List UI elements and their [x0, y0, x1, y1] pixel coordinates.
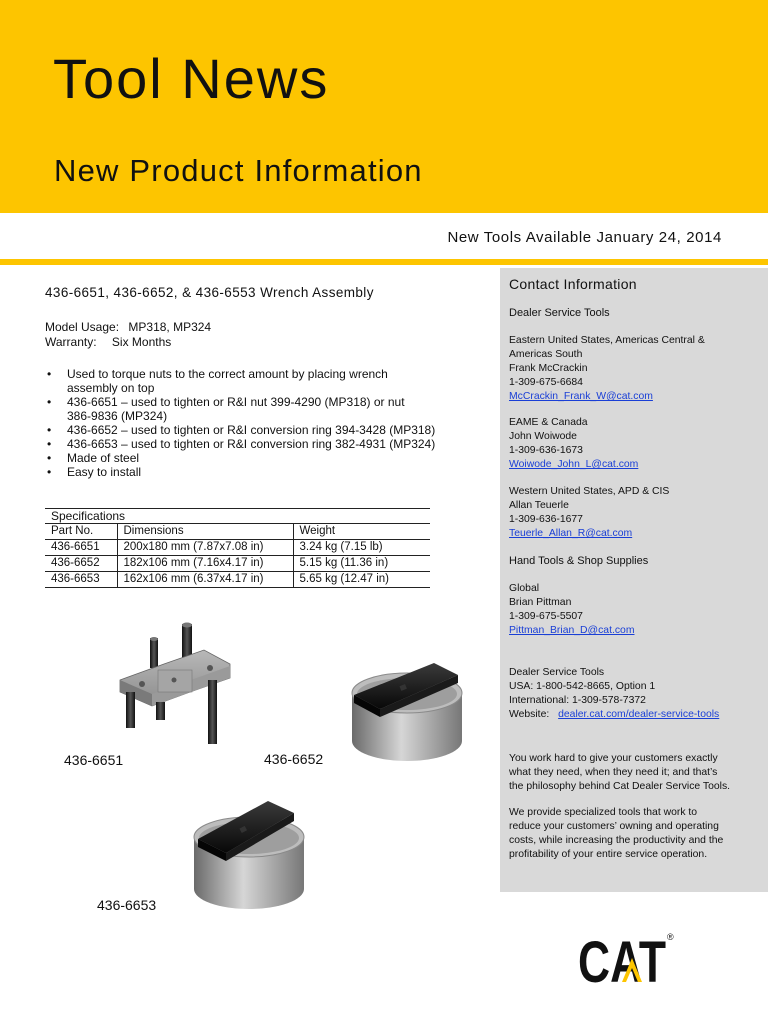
east-region: Eastern United States, Americas Central & Americas South Frank McCrackin 1-309-675-6684 McCrackin_Frank_W@cat.com [509, 335, 705, 402]
philosophy-paragraph: You work hard to give your customers exactly what they need, when they need it; and that’s the philosophy behind Cat Dealer Service Tools. [509, 753, 731, 792]
column-header: Weight [293, 524, 430, 540]
specifications-table [45, 508, 430, 588]
table-cell: 182x106 mm (7.16x4.17 in) [117, 556, 293, 572]
table-row [45, 540, 430, 556]
product-title: 436-6651, 436-6652, & 436-6553 Wrench Assembly [45, 285, 374, 300]
model-usage-label: Model Usage: [45, 320, 120, 334]
table-cell: 3.24 kg (7.15 lb) [293, 540, 430, 556]
eame-contact-phone: 1-309-636-1673 [509, 445, 583, 456]
west-contact-email-link[interactable]: Teuerle_Allan_R@cat.com [509, 528, 633, 539]
west-contact-name: Allan Teuerle [509, 500, 569, 511]
website-label: Website: [509, 709, 550, 720]
model-usage [45, 320, 211, 334]
eame-contact-name: John Woiwode [509, 431, 577, 442]
table-cell: 5.15 kg (11.36 in) [293, 556, 430, 572]
wrench-assembly-436-6653-image [188, 795, 310, 913]
eame-contact-email-link[interactable]: Woiwode_John_L@cat.com [509, 459, 639, 470]
global-contact-email-link[interactable]: Pittman_Brian_D@cat.com [509, 625, 635, 636]
contact-sidebar [500, 268, 768, 892]
feature-list [45, 367, 465, 479]
west-region: Western United States, APD & CIS Allan Teuerle 1-309-636-1677 Teuerle_Allan_R@cat.com [509, 486, 670, 539]
column-header: Part No. [45, 524, 117, 540]
header-banner [0, 0, 768, 213]
list-item: • 436-6651 – used to tighten or R&I nut 399-4290 (MP318) or nut 386-9836 (MP324) [45, 395, 465, 423]
website-link[interactable]: dealer.cat.com/dealer-service-tools [558, 709, 720, 720]
west-contact-phone: 1-309-636-1677 [509, 514, 583, 525]
wrench-assembly-436-6651-image [112, 620, 242, 750]
table-header-row [45, 524, 430, 540]
warranty-label: Warranty: [45, 335, 97, 349]
table-row [45, 572, 430, 588]
header-divider [0, 259, 768, 265]
contact-title: Contact Information [509, 276, 637, 292]
east-contact-name: Frank McCrackin [509, 363, 588, 374]
figure-label-436-6653: 436-6653 [97, 897, 157, 913]
list-item: • 436-6653 – used to tighten or R&I conversion ring 382-4931 (MP324) [45, 437, 465, 451]
figure-label-436-6652: 436-6652 [264, 751, 324, 767]
table-caption: Specifications [45, 508, 430, 523]
eame-region: EAME & Canada John Woiwode 1-309-636-1673 Woiwode_John_L@cat.com [509, 417, 639, 470]
table-cell: 436-6653 [45, 572, 117, 588]
cat-logo-text: CAT [578, 930, 666, 988]
wrench-assembly-436-6652-image [346, 655, 468, 765]
page-subtitle: New Product Information [54, 153, 423, 188]
global-contact-name: Brian Pittman [509, 597, 572, 608]
model-usage-value: MP318, MP324 [128, 320, 212, 334]
cat-logo-registered-mark: ® [667, 932, 674, 942]
figure-label-436-6651: 436-6651 [64, 752, 124, 768]
list-item: • Easy to install [45, 465, 465, 479]
list-item: • Used to torque nuts to the correct amount by placing wrench assembly on top [45, 367, 465, 395]
table-cell: 200x180 mm (7.87x7.08 in) [117, 540, 293, 556]
usa-phone: USA: 1-800-542-8665, Option 1 [509, 681, 656, 692]
column-header: Dimensions [117, 524, 293, 540]
international-phone: International: 1-309-578-7372 [509, 695, 646, 706]
services-paragraph: We provide specialized tools that work to reduce your customers’ owning and operating costs, while increasing the productivity and the profitability of your entire service operation. [509, 807, 724, 860]
global-contact-phone: 1-309-675-5507 [509, 611, 583, 622]
table-cell: 436-6652 [45, 556, 117, 572]
table-cell: 162x106 mm (6.37x4.17 in) [117, 572, 293, 588]
cat-logo [578, 926, 678, 988]
warranty [45, 335, 171, 349]
table-cell: 436-6651 [45, 540, 117, 556]
table-row [45, 556, 430, 572]
global-region: Global Brian Pittman 1-309-675-5507 Pittman_Brian_D@cat.com [509, 583, 635, 636]
hand-tools-heading: Hand Tools & Shop Supplies [509, 555, 649, 567]
availability-date: New Tools Available January 24, 2014 [447, 229, 722, 246]
east-contact-phone: 1-309-675-6684 [509, 377, 583, 388]
warranty-value: Six Months [111, 335, 172, 349]
page-title: Tool News [53, 47, 330, 110]
list-item: • 436-6652 – used to tighten or R&I conversion ring 394-3428 (MP318) [45, 423, 465, 437]
dealer-service-tools-heading: Dealer Service Tools [509, 307, 610, 319]
table-cell: 5.65 kg (12.47 in) [293, 572, 430, 588]
list-item: • Made of steel [45, 451, 465, 465]
east-contact-email-link[interactable]: McCrackin_Frank_W@cat.com [509, 391, 653, 402]
dealer-service-tools-info: Dealer Service Tools USA: 1-800-542-8665, Option 1 International: 1-309-578-7372 Website: dealer.cat.com/dealer-service-tools [509, 667, 720, 720]
